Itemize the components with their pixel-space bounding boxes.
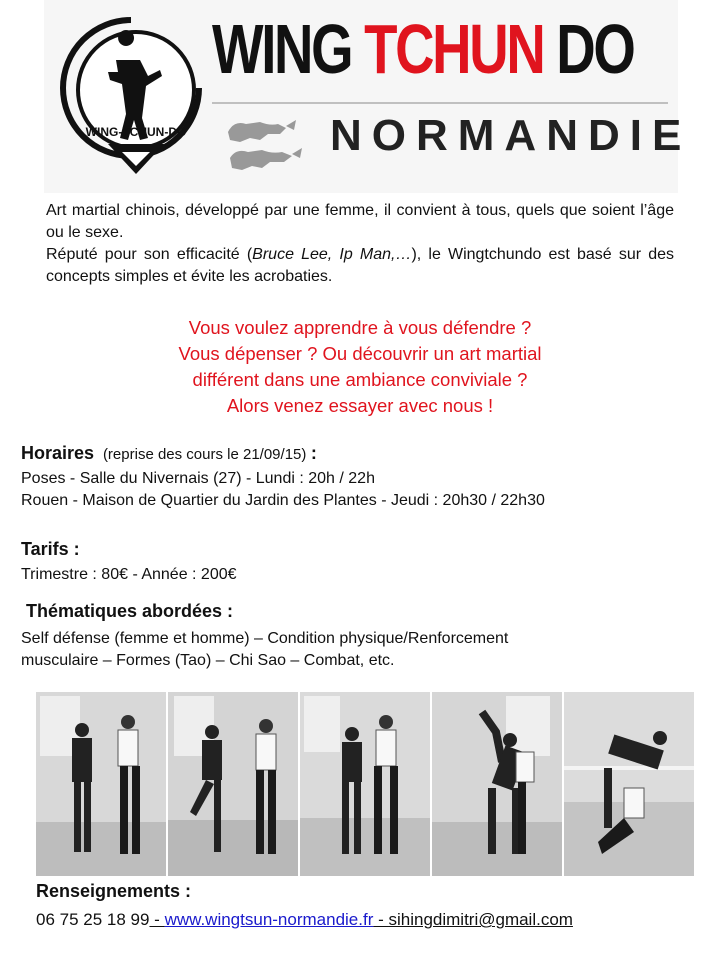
contact-line xyxy=(36,910,573,930)
pitch-block xyxy=(40,315,680,419)
tarifs-title: Tarifs : xyxy=(21,539,80,559)
thematiques-line-1: Self défense (femme et homme) – Condition physique/Renforcement xyxy=(21,630,509,647)
photo-2 xyxy=(168,692,298,876)
thematiques-section xyxy=(21,600,508,672)
intro-p2-start: Réputé pour son efficacité ( xyxy=(46,246,253,263)
horaires-line-1: Poses - Salle du Nivernais (27) - Lundi : 20h / 22h xyxy=(21,470,375,487)
photo-4 xyxy=(432,692,562,876)
normandy-lions-icon xyxy=(220,112,320,172)
contact-phone: 06 75 25 18 99 xyxy=(36,910,150,929)
horaires-colon: : xyxy=(310,443,317,463)
brand-title-tchun: TCHUN xyxy=(364,10,544,88)
tarifs-section xyxy=(21,538,237,586)
photo-3 xyxy=(300,692,430,876)
contact-email[interactable]: sihingdimitri@gmail.com xyxy=(388,910,573,929)
horaires-note: (reprise des cours le 21/09/15) xyxy=(102,446,307,463)
pitch-line-2: Vous dépenser ? Ou découvrir un art martial xyxy=(178,343,542,364)
horaires-section xyxy=(21,442,545,512)
header-banner xyxy=(44,0,692,193)
brand-title-do: DO xyxy=(543,10,634,88)
pitch-line-1: Vous voulez apprendre à vous défendre ? xyxy=(188,317,532,338)
brand-subtitle: NORMANDIE xyxy=(330,111,692,160)
intro-p2-end: ), le Wingtchundo est basé sur des concepts simples et évite les acrobaties. xyxy=(46,246,675,285)
tarifs-line-1: Trimestre : 80€ - Année : 200€ xyxy=(21,566,237,583)
pitch-line-3: différent dans une ambiance conviviale ? xyxy=(192,369,528,390)
intro-paragraph-1: Art martial chinois, développé par une femme, il convient à tous, quels que soient l’âge ou le sexe. xyxy=(46,202,674,241)
thematiques-title: Thématiques abordées : xyxy=(26,601,234,621)
brand-title xyxy=(212,10,634,88)
pitch-line-4: Alors venez essayer avec nous ! xyxy=(226,395,494,416)
intro-text xyxy=(46,200,674,288)
contact-sep-2: - xyxy=(373,910,389,929)
intro-paragraph-2 xyxy=(46,244,674,288)
emblem-text: WING-TCHUN-DO xyxy=(85,125,187,139)
intro-p2-italic: Bruce Lee, Ip Man,… xyxy=(252,246,412,263)
photo-1 xyxy=(36,692,166,876)
title-divider xyxy=(212,102,668,104)
photo-strip xyxy=(36,692,692,876)
contact-title: Renseignements : xyxy=(36,881,192,901)
thematiques-line-2: musculaire – Formes (Tao) – Chi Sao – Combat, etc. xyxy=(21,652,395,669)
photo-5 xyxy=(564,692,694,876)
website-link[interactable]: www.wingtsun-normandie.fr xyxy=(164,910,374,929)
horaires-title: Horaires xyxy=(21,443,95,463)
brand-title-wing: WING xyxy=(212,10,365,88)
emblem-logo xyxy=(56,10,206,180)
contact-sep-1: - xyxy=(149,910,165,929)
horaires-line-2: Rouen - Maison de Quartier du Jardin des Plantes - Jeudi : 20h30 / 22h30 xyxy=(21,492,545,509)
